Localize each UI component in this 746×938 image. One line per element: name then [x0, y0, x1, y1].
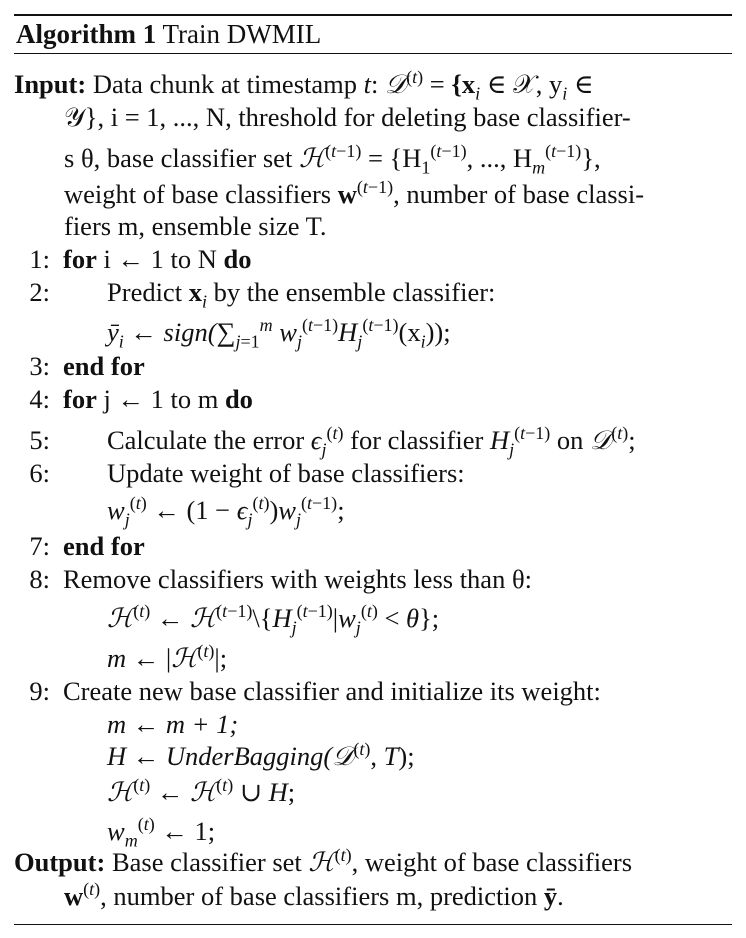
input-text-4b: , number of base classi-	[393, 179, 645, 209]
input-text-1b: {x	[451, 69, 476, 99]
output-label: Output:	[14, 847, 106, 877]
algorithm-header	[16, 18, 321, 50]
step-4-keyword-do: do	[224, 384, 253, 414]
step-2-text: Predict	[107, 277, 183, 307]
step-9-formula-4: $w_m^{(t)}$ ← 1;	[107, 814, 216, 851]
step-1-keyword-do: do	[223, 244, 252, 274]
step-2-number: 2:	[29, 277, 50, 307]
input-line-1: Input: Data chunk at timestamp t: 𝒟$^{(t)}$ = {$x_i$ ∈ 𝒳, $y_i$ ∈	[14, 67, 594, 104]
step-6-number: 6:	[29, 458, 50, 488]
step-3-end-for: end for	[63, 351, 145, 381]
input-text-3c: , ..., H	[466, 143, 533, 173]
step-6-formula: $w_j^{(t)}$ ← $(1 - \epsilon_j^{(t)})w_j^{(t-1)}$;	[107, 493, 345, 530]
input-text-1a: Data chunk at timestamp	[92, 69, 357, 99]
step-1-keyword-for: for	[63, 244, 97, 274]
input-text-4: weight of base classifiers	[64, 179, 332, 209]
algorithm-name: Train DWMIL	[162, 19, 322, 49]
step-2: Predict $x_i$ by the ensemble classifier:	[107, 277, 496, 312]
step-4-keyword-for: for	[63, 384, 97, 414]
step-2-formula: $ȳ_i$ ← $sign(\sum_{j=1}^m$ $w_j^{(t-1)}H_j^{(t-1)}(x_i)$);	[107, 315, 451, 352]
step-3-number: 3:	[29, 351, 50, 381]
step-5-number: 5:	[29, 425, 50, 455]
step-9-text: Create new base classifier and initialize its weight:	[63, 676, 601, 706]
step-2-ybar: ȳ	[107, 317, 119, 347]
step-8-formula-1: ℋ$^{(t)}$ ← $ℋ^{(t-1)}\backslash\{H_j^{(t-1)}|w_j^{(t)} < \theta\}$;	[107, 601, 440, 638]
step-1-range: i ← 1 to N	[103, 244, 217, 274]
algorithm-label: Algorithm 1	[16, 19, 157, 49]
step-2-sign: sign(∑	[163, 317, 236, 347]
header-rule	[14, 53, 732, 54]
input-text-3a: s θ, base classifier set	[64, 143, 293, 173]
top-rule	[14, 14, 732, 16]
input-line-4: weight of base classifiers $w^{(t-1)}$, number of base classi-	[64, 177, 645, 209]
step-8-text: Remove classifiers with weights less than θ:	[63, 564, 533, 594]
step-2-rest: (x	[398, 317, 421, 347]
input-line-3: s θ, base classifier set ℋ$^{(t-1)}$ = {$H_1^{(t-1)}$, ..., $H_m^{(t-1)}$},	[64, 141, 601, 178]
input-text-3b: = {H	[367, 143, 422, 173]
step-9-underbagging: H ← UnderBagging(	[107, 741, 333, 771]
input-text-2: 𝒴}, i = 1, ..., N, threshold for deleting base classifier-	[64, 102, 631, 132]
step-7	[63, 530, 145, 562]
step-2-text-2: by the ensemble classifier:	[213, 277, 496, 307]
step-6-text: Update weight of base classifiers:	[107, 458, 465, 488]
step-9-number: 9:	[29, 676, 50, 706]
output-text-1b: , weight of base classifiers	[351, 847, 633, 877]
step-8	[63, 563, 532, 595]
step-1-number: 1:	[29, 244, 50, 274]
step-4-number: 4:	[29, 384, 50, 414]
step-9-formula-2: H ← UnderBagging(𝒟$^{(t)}$, T);	[107, 739, 415, 772]
input-label: Input:	[14, 69, 87, 99]
step-5-text: Calculate the error	[107, 425, 305, 455]
step-5: Calculate the error $\epsilon_j^{(t)}$ for classifier $H_j^{(t-1)}$ on 𝒟$^{(t)}$;	[107, 423, 636, 460]
step-6	[107, 457, 465, 489]
output-text-2: , number of base classifiers m, prediction	[100, 881, 538, 911]
step-9	[63, 675, 601, 707]
step-4-range: j ← 1 to m	[103, 384, 219, 414]
input-text-5: fiers m, ensemble size T.	[64, 211, 327, 241]
output-text-1: Base classifier set	[111, 847, 302, 877]
input-text-1d: ∈	[573, 69, 594, 99]
input-line-5	[64, 210, 326, 242]
step-9-formula-1	[107, 708, 238, 740]
step-7-number: 7:	[29, 531, 50, 561]
step-5-text-2: for classifier	[350, 425, 484, 455]
step-8-formula-2: m ← |ℋ$^{(t)}$|;	[107, 641, 228, 674]
bottom-rule	[14, 924, 732, 925]
output-line-2: $w^{(t)}$, number of base classifiers m, prediction ȳ.	[64, 879, 564, 911]
step-4	[63, 383, 253, 415]
step-3	[63, 350, 145, 382]
step-8-number: 8:	[29, 564, 50, 594]
output-line-1: Output: Base classifier set ℋ$^{(t)}$, weight of base classifiers	[14, 845, 633, 878]
input-line-2	[64, 101, 631, 133]
step-7-end-for: end for	[63, 531, 145, 561]
step-5-text-3: on	[556, 425, 584, 455]
step-1	[63, 243, 251, 275]
step-9-formula-3: ℋ$^{(t)}$ ← ℋ$^{(t)}$ ∪ H;	[107, 775, 296, 808]
step-9-m-increment: m ← m + 1;	[107, 709, 239, 739]
input-text-1c: ∈ 𝒳, y	[486, 69, 563, 99]
